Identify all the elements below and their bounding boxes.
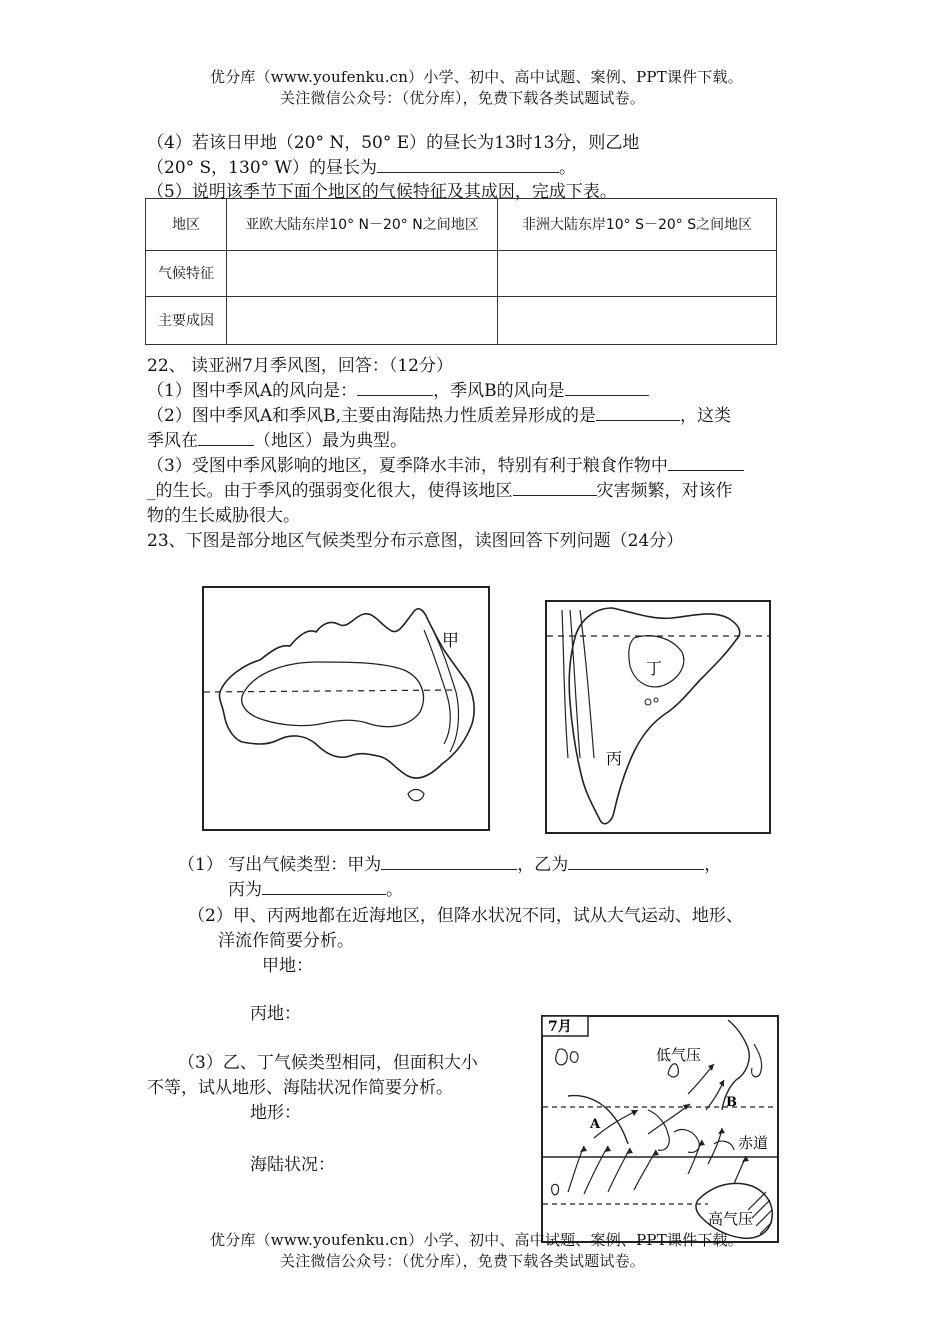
map-label-jia: 甲 [442, 631, 459, 651]
q22-part1: （1）图中季风A的风向是： ，季风B的风向是 [147, 376, 649, 401]
answer-blank[interactable] [262, 878, 386, 895]
table-cell-answer[interactable] [227, 297, 498, 345]
answer-blank[interactable] [596, 404, 680, 421]
table-row-climate-feature: 气候特征 [146, 251, 227, 297]
q23-part1-line2: 丙为 。 [228, 880, 403, 900]
monsoon-label-a: A [590, 1117, 601, 1132]
table-header-region: 地区 [146, 199, 227, 251]
q22-part2-line1: （2）图中季风A和季风B,主要由海陆热力性质差异形成的是 ，这类 [147, 406, 731, 426]
q23-bing-label: 丙地： [250, 1004, 301, 1024]
q23-part2-line1: （2）甲、丙两地都在近海地区，但降水状况不同，试从大气运动、地形、 [188, 906, 743, 926]
table-header-africa-east-coast: 非洲大陆东岸10° S－20° S之间地区 [498, 199, 777, 251]
q21-part5: （5）说明该季节下面个地区的气候特征及其成因，完成下表。 [147, 182, 617, 202]
q22-part3-line3: 物的生长威胁很大。 [147, 506, 300, 526]
q22-part3-line2: _的生长。由于季风的强弱变化很大，使得该地区 灾害频繁，对该作 [147, 481, 733, 501]
map-label-bing: 丙 [606, 749, 623, 768]
monsoon-low-pressure-label: 低气压 [656, 1046, 702, 1064]
monsoon-equator-label: 赤道 [738, 1134, 769, 1152]
answer-blank[interactable] [198, 429, 254, 446]
q22-part3-line1: （3）受图中季风影响的地区，夏季降水丰沛，特别有利于粮食作物中 [147, 451, 744, 476]
answer-blank[interactable] [381, 853, 517, 870]
q22-part2-line2: 季风在 （地区）最为典型。 [147, 431, 407, 451]
q22-title: 22、 读亚洲7月季风图，回答：（12分） [147, 356, 453, 376]
asia-july-monsoon-map [538, 1014, 782, 1246]
monsoon-label-b: B [726, 1095, 737, 1110]
answer-blank[interactable] [357, 379, 433, 396]
table-row-main-cause: 主要成因 [146, 297, 227, 345]
q23-terrain-label: 地形： [250, 1103, 301, 1123]
q23-part2-line2: 洋流作简要分析。 [218, 931, 354, 951]
climate-table [145, 198, 777, 345]
answer-blank[interactable] [565, 379, 649, 396]
table-cell-answer[interactable] [498, 297, 777, 345]
q21-part4-line1: （4）若该日甲地（20° N，50° E）的昼长为13时13分，则乙地 [147, 133, 640, 153]
answer-blank[interactable] [568, 853, 704, 870]
q23-part3-line1: （3）乙、丁气候类型相同，但面积大小 [178, 1053, 478, 1073]
monsoon-map-month: 7月 [548, 1019, 572, 1035]
q23-part1-line1: （1） 写出气候类型：甲为 ，乙为 ， [178, 855, 722, 875]
footer-line-1: 优分库（www.youfenku.cn）小学、初中、高中试题、案例、PPT课件下载。 [210, 1231, 743, 1249]
q23-jia-label: 甲地： [262, 956, 313, 976]
table-header-asia-east-coast: 亚欧大陆东岸10° N－20° N之间地区 [227, 199, 498, 251]
q21-part4-line2: （20° S，130° W）的昼长为 。 [147, 158, 577, 178]
q23-title: 23、下图是部分地区气候类型分布示意图，读图回答下列问题（24分） [147, 531, 684, 551]
table-cell-answer[interactable] [498, 251, 777, 297]
q23-part3-line2: 不等，试从地形、海陆状况作简要分析。 [147, 1078, 453, 1098]
answer-blank[interactable] [668, 454, 744, 471]
q23-landsea-label: 海陆状况： [250, 1155, 335, 1175]
table-cell-answer[interactable] [227, 251, 498, 297]
australia-climate-map [198, 584, 493, 834]
footer-line-2: 关注微信公众号：（优分库），免费下载各类试题试卷。 [280, 1252, 646, 1270]
monsoon-high-pressure-label: 高气压 [708, 1210, 754, 1228]
header-line-2: 关注微信公众号：（优分库），免费下载各类试题试卷。 [280, 89, 646, 107]
map-label-ding: 丁 [646, 659, 663, 678]
header-line-1: 优分库（www.youfenku.cn）小学、初中、高中试题、案例、PPT课件下载。 [210, 68, 743, 86]
answer-blank[interactable] [513, 479, 597, 496]
answer-blank[interactable] [377, 156, 559, 173]
south-america-climate-map [542, 598, 774, 836]
